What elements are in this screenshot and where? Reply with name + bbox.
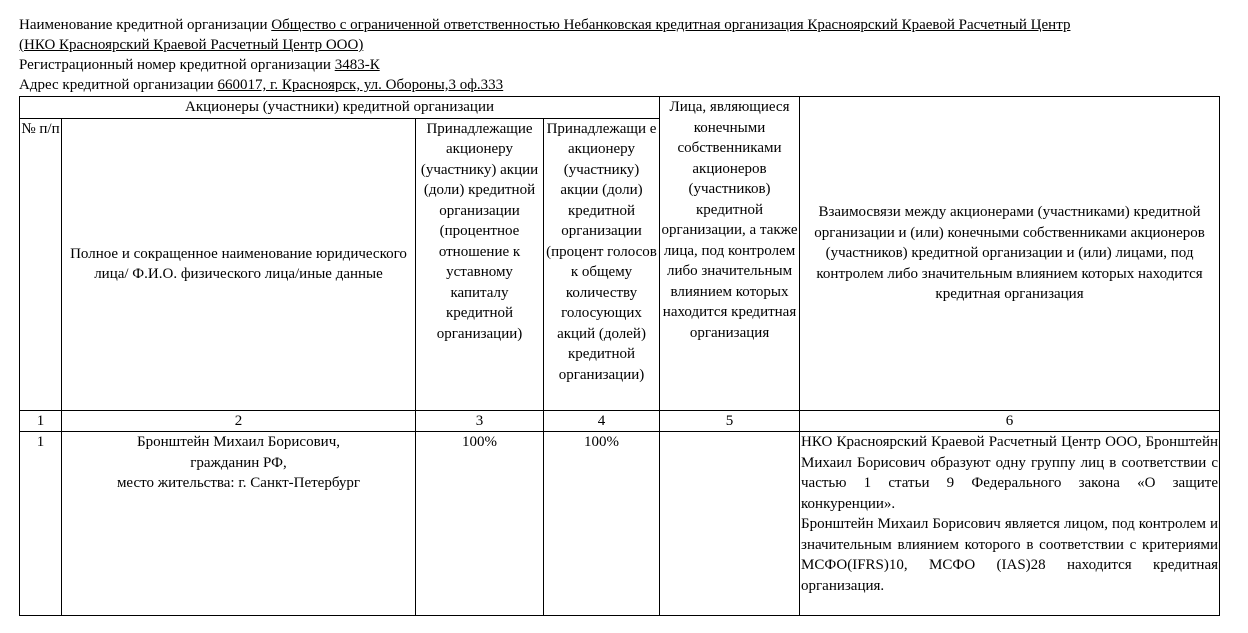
relations-paragraph-2: Бронштейн Михаил Борисович является лицом, под контролем и значительным влиянием которого в соответствии с критериями МСФО(IFRS)10, МСФО (IAS)28 находится кредитная организация. [801, 516, 1219, 594]
org-short-name-line [19, 35, 1234, 55]
shareholder-residence: место жительства: г. Санкт-Петербург [116, 475, 361, 491]
row-num: 1 [20, 432, 62, 616]
header-share-votes: Принадлежащи е акционеру (участнику) акции (доли) кредитной организации (процент голосов к общему количеству голосующих акций (долей) кредитной организации) [544, 118, 660, 410]
header-share-capital: Принадлежащие акционеру (участнику) акции (доли) кредитной организации (процентное отношение к уставному капиталу кредитной организации) [416, 118, 544, 410]
relations-cell [800, 432, 1220, 616]
address-line [19, 75, 1234, 95]
header-relations: Взаимосвязи между акционерами (участниками) кредитной организации и (или) конечными собственниками акционеров (участников) кредитной организации и (или) лицами, под контролем либо значительным влиянием которых находится кредитная организация [800, 97, 1220, 411]
reg-number-value: 3483-К [334, 57, 380, 73]
column-number: 4 [544, 410, 660, 432]
reg-number-line [19, 55, 1234, 75]
beneficiaries-value [660, 432, 800, 616]
org-short-name-value: (НКО Красноярский Краевой Расчетный Центр ООО) [19, 37, 364, 53]
table-group-header-row [20, 97, 1220, 119]
relations-paragraph-1: НКО Красноярский Краевой Расчетный Центр ООО, Бронштейн Михаил Борисович образуют одну группу лиц в соответствии с частью 1 статьи 9 Федерального закона «О защите конкуренции». [801, 434, 1219, 512]
column-numbers-row [20, 410, 1220, 432]
column-number: 3 [416, 410, 544, 432]
shareholders-table [19, 96, 1220, 616]
column-number: 2 [62, 410, 416, 432]
address-label: Адрес кредитной организации [19, 77, 214, 93]
header-num: № п/п [20, 118, 62, 410]
column-number: 5 [660, 410, 800, 432]
table-row [20, 432, 1220, 616]
document-header [19, 15, 1234, 95]
address-value: 660017, г. Красноярск, ул. Обороны,3 оф.333 [217, 77, 504, 93]
column-number: 6 [800, 410, 1220, 432]
reg-number-label: Регистрационный номер кредитной организации [19, 57, 331, 73]
org-name-label: Наименование кредитной организации [19, 17, 268, 33]
shareholder-name: Бронштейн Михаил Борисович, [137, 434, 340, 450]
share-votes-value: 100% [544, 432, 660, 616]
header-name: Полное и сокращенное наименование юридического лица/ Ф.И.О. физического лица/иные данные [62, 118, 416, 410]
shareholders-group-header: Акционеры (участники) кредитной организации [20, 97, 660, 119]
column-number: 1 [20, 410, 62, 432]
header-beneficiaries: Лица, являющиеся конечными собственниками акционеров (участников) кредитной организации, а также лица, под контролем либо значительным влиянием которых находится кредитная организация [660, 97, 800, 411]
shareholder-citizenship: гражданин РФ, [190, 454, 287, 471]
share-capital-value: 100% [416, 432, 544, 616]
org-name-line [19, 15, 1234, 35]
org-name-value: Общество с ограниченной ответственностью Небанковская кредитная организация Красноярский Краевой Расчетный Центр [271, 17, 1071, 33]
shareholder-name-cell [62, 432, 416, 616]
